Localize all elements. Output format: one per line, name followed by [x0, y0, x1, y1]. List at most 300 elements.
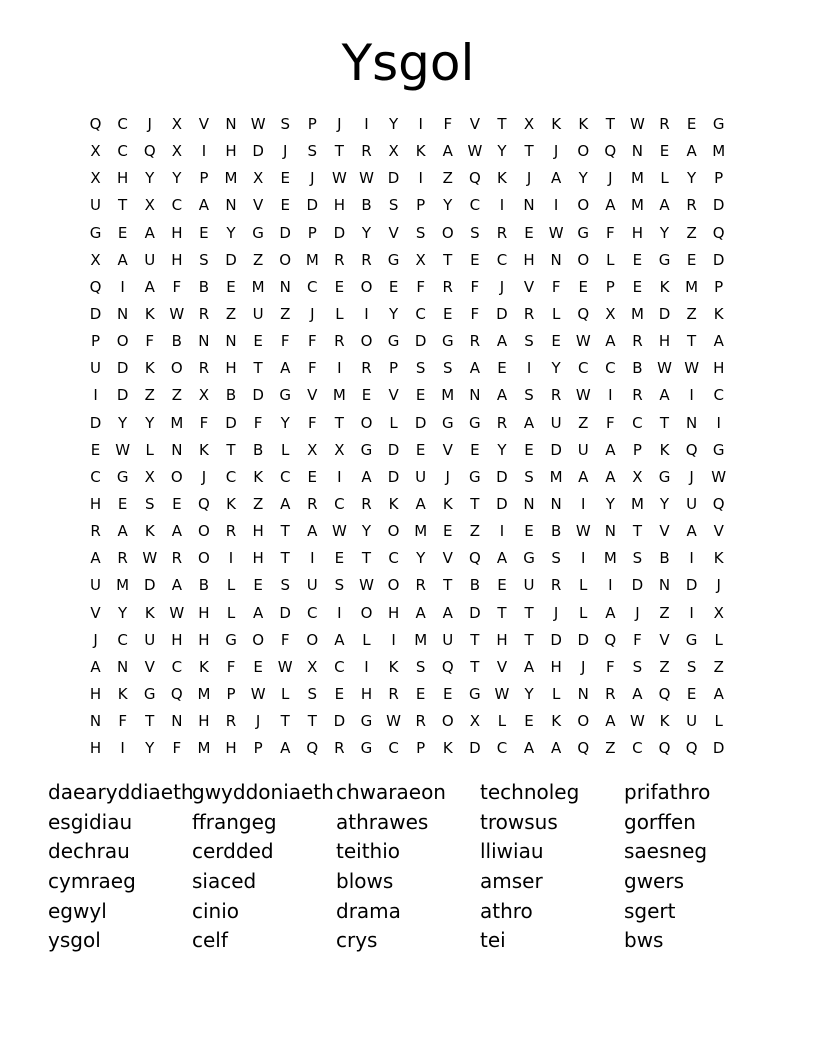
grid-letter: A [171, 522, 182, 541]
grid-letter: Y [551, 359, 561, 378]
grid-letter: C [171, 657, 183, 676]
grid-letter: N [550, 494, 562, 513]
grid-letter: I [337, 467, 342, 486]
grid-letter: A [551, 169, 562, 188]
grid-letter: H [198, 603, 210, 622]
grid-letter: U [90, 196, 102, 215]
grid-letter: Z [469, 522, 480, 541]
word-list-item: ysgol [48, 928, 101, 953]
grid-letter: D [577, 630, 590, 649]
grid-letter: Y [578, 169, 588, 188]
grid-letter: D [550, 440, 562, 459]
grid-letter: K [226, 494, 236, 513]
grid-letter: I [499, 522, 505, 541]
grid-letter: Y [443, 196, 453, 215]
grid-letter: G [387, 250, 400, 269]
grid-letter: N [523, 494, 535, 513]
grid-letter: C [713, 386, 724, 405]
grid-letter: T [470, 657, 480, 676]
grid-letter: G [469, 467, 481, 486]
grid-letter: P [253, 739, 263, 758]
grid-letter: J [310, 169, 315, 188]
grid-letter: R [334, 739, 345, 758]
grid-letter: I [120, 739, 125, 758]
grid-letter: J [310, 304, 315, 323]
grid-letter: Y [524, 684, 534, 703]
grid-letter: P [605, 277, 615, 296]
grid-letter: P [226, 684, 236, 703]
grid-letter: K [144, 304, 155, 323]
grid-letter: Y [361, 223, 372, 242]
grid-letter: D [685, 576, 698, 595]
grid-letter: Q [468, 549, 481, 568]
word-list-item: ffrangeg [192, 809, 277, 834]
grid-letter: C [117, 630, 128, 649]
grid-letter: R [198, 304, 210, 323]
grid-letter: R [659, 115, 670, 133]
grid-letter: R [225, 522, 237, 541]
grid-letter: L [579, 603, 588, 622]
grid-letter: G [225, 630, 237, 649]
grid-letter: K [144, 359, 155, 378]
grid-letter: X [90, 169, 101, 188]
grid-letter: Q [604, 630, 617, 649]
grid-letter: I [228, 549, 234, 568]
grid-letter: H [713, 359, 725, 378]
grid-letter: X [90, 250, 101, 269]
grid-letter: W [359, 169, 374, 188]
grid-letter: U [442, 630, 454, 649]
grid-letter: X [252, 169, 264, 188]
grid-letter: S [551, 549, 561, 568]
grid-letter: A [605, 603, 616, 622]
grid-letter: B [198, 576, 210, 595]
word-list-item: athrawes [336, 809, 429, 834]
grid-letter: E [497, 576, 507, 595]
grid-letter: D [143, 576, 156, 595]
grid-letter: D [712, 250, 725, 269]
grid-letter: C [632, 413, 643, 432]
grid-letter: N [631, 142, 644, 161]
grid-letter: I [499, 196, 505, 215]
grid-letter: H [252, 522, 264, 541]
grid-letter: W [331, 522, 347, 541]
grid-letter: M [630, 494, 644, 513]
grid-letter: S [686, 657, 697, 676]
grid-letter: H [89, 684, 102, 703]
grid-letter: L [389, 413, 398, 432]
grid-letter: N [171, 440, 183, 459]
grid-letter: Z [252, 250, 264, 269]
grid-letter: A [496, 386, 508, 405]
grid-letter: F [280, 630, 290, 649]
grid-letter: M [549, 467, 563, 486]
grid-letter: R [334, 250, 345, 269]
grid-letter: O [198, 549, 210, 568]
grid-letter: I [310, 549, 315, 568]
grid-letter: G [685, 630, 698, 649]
grid-letter: J [147, 115, 152, 133]
grid-letter: F [307, 413, 317, 432]
grid-letter: W [548, 223, 564, 242]
grid-letter: A [523, 413, 535, 432]
grid-letter: E [686, 115, 697, 133]
grid-letter: K [659, 712, 670, 731]
grid-letter: H [225, 142, 237, 161]
grid-letter: V [713, 522, 724, 541]
grid-letter: T [280, 712, 290, 731]
grid-letter: I [689, 603, 694, 622]
grid-letter: X [307, 440, 318, 459]
grid-letter: A [144, 277, 155, 296]
grid-letter: K [415, 142, 426, 161]
grid-letter: S [524, 332, 534, 351]
grid-letter: C [577, 359, 589, 378]
grid-letter: S [280, 576, 290, 595]
grid-letter: Q [712, 494, 725, 513]
grid-letter: E [253, 332, 263, 351]
grid-letter: U [577, 440, 589, 459]
grid-letter: D [469, 603, 481, 622]
grid-letter: D [631, 576, 644, 595]
grid-letter: K [253, 467, 264, 486]
grid-letter: X [713, 603, 724, 622]
grid-letter: L [226, 576, 236, 595]
grid-letter: H [171, 630, 183, 649]
grid-letter: A [578, 467, 589, 486]
grid-letter: R [496, 413, 508, 432]
grid-letter: Q [577, 739, 590, 758]
grid-letter: Y [659, 223, 670, 242]
grid-letter: I [93, 386, 98, 405]
grid-letter: O [198, 522, 210, 541]
grid-letter: I [608, 576, 613, 595]
grid-letter: I [337, 359, 342, 378]
grid-letter: W [630, 115, 645, 133]
grid-letter: E [659, 142, 670, 161]
grid-letter: H [89, 739, 102, 758]
grid-letter: A [523, 739, 535, 758]
grid-letter: O [360, 413, 373, 432]
grid-letter: N [117, 657, 129, 676]
grid-letter: T [334, 413, 344, 432]
grid-letter: Z [713, 657, 724, 676]
grid-letter: I [608, 386, 613, 405]
grid-letter: H [225, 359, 237, 378]
grid-letter: I [391, 630, 396, 649]
grid-letter: N [171, 712, 183, 731]
letter-grid [82, 111, 732, 762]
grid-letter: N [117, 304, 129, 323]
grid-letter: R [198, 359, 210, 378]
grid-letter: H [496, 630, 508, 649]
word-list-item: crys [336, 928, 378, 953]
grid-letter: N [523, 196, 535, 215]
grid-letter: P [307, 115, 317, 133]
grid-letter: E [307, 467, 318, 486]
grid-letter: T [470, 494, 480, 513]
grid-letter: M [305, 250, 319, 269]
grid-letter: I [418, 115, 423, 133]
grid-letter: K [497, 169, 507, 188]
grid-letter: K [144, 522, 155, 541]
grid-letter: V [469, 115, 480, 133]
grid-letter: P [714, 169, 724, 188]
grid-letter: Q [89, 115, 102, 133]
grid-letter: D [225, 250, 237, 269]
grid-letter: D [712, 739, 725, 758]
grid-letter: E [686, 250, 697, 269]
grid-letter: H [550, 657, 562, 676]
grid-letter: S [415, 223, 426, 242]
grid-letter: M [170, 413, 184, 432]
word-list-item: bws [624, 928, 664, 953]
grid-letter: B [198, 277, 210, 296]
grid-letter: X [90, 142, 101, 161]
grid-letter: I [581, 549, 586, 568]
grid-letter: Y [361, 522, 372, 541]
grid-letter: H [117, 169, 129, 188]
word-list-item: celf [192, 928, 228, 953]
grid-letter: Z [144, 386, 155, 405]
grid-letter: S [632, 549, 643, 568]
grid-letter: D [414, 413, 427, 432]
grid-letter: K [551, 712, 562, 731]
grid-letter: J [716, 576, 721, 595]
grid-letter: D [387, 169, 400, 188]
grid-letter: J [445, 467, 450, 486]
grid-letter: O [387, 522, 400, 541]
grid-letter: G [116, 467, 129, 486]
grid-letter: U [144, 630, 156, 649]
grid-letter: D [279, 603, 291, 622]
grid-letter: F [606, 413, 615, 432]
grid-letter: K [388, 657, 399, 676]
grid-letter: S [524, 386, 534, 405]
grid-letter: D [306, 196, 319, 215]
grid-letter: T [659, 413, 670, 432]
grid-letter: B [550, 522, 562, 541]
grid-letter: E [415, 440, 426, 459]
grid-letter: D [89, 304, 102, 323]
grid-letter: T [443, 250, 453, 269]
grid-letter: Z [686, 304, 697, 323]
grid-letter: M [332, 386, 346, 405]
grid-letter: G [712, 440, 725, 459]
grid-letter: K [144, 603, 155, 622]
grid-letter: R [225, 712, 237, 731]
grid-letter: C [225, 467, 237, 486]
grid-letter: E [90, 440, 101, 459]
grid-letter: Z [225, 304, 237, 323]
grid-letter: P [714, 277, 724, 296]
grid-letter: N [604, 522, 616, 541]
grid-letter: Z [659, 657, 670, 676]
grid-letter: E [172, 494, 182, 513]
word-list-item: gwyddoniaeth [192, 780, 334, 804]
grid-letter: E [415, 684, 426, 703]
grid-letter: N [225, 115, 237, 133]
grid-letter: A [90, 657, 101, 676]
grid-letter: G [360, 739, 373, 758]
grid-letter: H [171, 223, 183, 242]
grid-letter: P [389, 359, 399, 378]
grid-letter: T [253, 359, 263, 378]
grid-letter: T [145, 712, 155, 731]
grid-letter: P [416, 739, 426, 758]
grid-letter: R [469, 332, 481, 351]
grid-letter: X [469, 712, 480, 731]
grid-letter: P [307, 223, 317, 242]
grid-letter: I [364, 304, 369, 323]
grid-letter: W [115, 440, 131, 459]
grid-letter: A [280, 494, 291, 513]
grid-letter: D [496, 467, 508, 486]
grid-letter: F [416, 277, 425, 296]
grid-letter: J [499, 277, 505, 296]
grid-letter: V [388, 386, 399, 405]
grid-letter: J [581, 657, 586, 676]
word-list-item: gorffen [624, 809, 696, 834]
grid-letter: S [388, 196, 399, 215]
grid-letter: C [496, 739, 508, 758]
grid-letter: K [713, 549, 724, 568]
grid-letter: L [362, 630, 371, 649]
grid-letter: T [361, 549, 372, 568]
grid-letter: E [280, 169, 290, 188]
grid-letter: K [442, 739, 453, 758]
grid-letter: D [333, 712, 346, 731]
grid-letter: R [686, 196, 697, 215]
grid-letter: M [630, 169, 644, 188]
grid-letter: L [497, 712, 507, 731]
grid-letter: F [470, 304, 480, 323]
word-list-item: drama [336, 898, 401, 923]
grid-letter: M [630, 196, 644, 215]
grid-letter: X [144, 196, 155, 215]
grid-letter: R [550, 386, 562, 405]
grid-letter: Y [280, 413, 290, 432]
grid-letter: D [279, 223, 291, 242]
grid-letter: Q [712, 223, 725, 242]
grid-letter: C [388, 549, 399, 568]
grid-letter: A [605, 332, 616, 351]
grid-letter: Q [441, 657, 454, 676]
grid-letter: A [496, 549, 508, 568]
grid-letter: X [415, 250, 426, 269]
grid-letter: E [524, 440, 534, 459]
grid-letter: I [689, 386, 694, 405]
grid-letter: O [441, 712, 454, 731]
grid-letter: Q [685, 440, 698, 459]
grid-letter: K [199, 440, 209, 459]
grid-letter: C [117, 142, 128, 161]
grid-letter: W [575, 332, 591, 351]
grid-letter: G [89, 223, 102, 242]
grid-letter: E [117, 223, 128, 242]
grid-letter: E [497, 359, 507, 378]
grid-letter: Y [416, 549, 426, 568]
grid-letter: R [388, 684, 399, 703]
grid-letter: K [199, 657, 209, 676]
grid-letter: L [281, 440, 290, 459]
grid-letter: R [361, 142, 372, 161]
grid-letter: Q [685, 739, 698, 758]
grid-letter: O [170, 359, 183, 378]
grid-letter: X [388, 142, 399, 161]
grid-letter: X [171, 115, 182, 133]
grid-letter: I [364, 657, 369, 676]
grid-letter: H [523, 250, 535, 269]
grid-letter: C [605, 359, 616, 378]
grid-letter: R [90, 522, 101, 541]
grid-letter: E [470, 440, 480, 459]
grid-letter: G [252, 223, 264, 242]
grid-letter: H [252, 549, 264, 568]
grid-letter: O [360, 332, 373, 351]
grid-letter: V [659, 630, 670, 649]
grid-letter: O [577, 250, 590, 269]
grid-letter: E [334, 684, 345, 703]
grid-letter: F [606, 223, 615, 242]
grid-letter: W [494, 684, 510, 703]
grid-letter: S [443, 359, 453, 378]
grid-letter: R [442, 277, 453, 296]
grid-letter: S [280, 115, 290, 133]
grid-letter: K [578, 115, 589, 133]
grid-letter: S [524, 467, 534, 486]
page-title: Ysgol [341, 34, 475, 92]
grid-letter: A [171, 576, 182, 595]
word-list-item: siaced [192, 869, 257, 894]
grid-letter: E [415, 386, 426, 405]
grid-letter: M [685, 277, 699, 296]
grid-letter: K [442, 494, 453, 513]
grid-letter: H [171, 250, 183, 269]
word-list-item: chwaraeon [336, 780, 446, 804]
grid-letter: J [93, 630, 98, 649]
grid-letter: C [334, 494, 345, 513]
grid-letter: T [632, 522, 642, 541]
grid-letter: S [415, 359, 426, 378]
grid-letter: Q [89, 277, 102, 296]
word-list-item: sgert [624, 898, 676, 923]
grid-letter: R [550, 576, 562, 595]
grid-letter: S [199, 250, 209, 269]
grid-letter: J [337, 115, 342, 133]
grid-letter: Y [145, 413, 155, 432]
grid-letter: M [603, 549, 617, 568]
grid-letter: Q [143, 142, 156, 161]
word-list-item: gwers [624, 869, 684, 894]
grid-letter: A [551, 739, 562, 758]
grid-letter: S [334, 576, 345, 595]
grid-letter: Q [468, 169, 481, 188]
grid-letter: D [496, 494, 508, 513]
grid-letter: E [280, 196, 290, 215]
grid-letter: N [658, 576, 671, 595]
grid-letter: J [201, 467, 207, 486]
grid-letter: I [418, 169, 423, 188]
word-list-item: saesneg [624, 839, 708, 864]
grid-letter: C [632, 739, 643, 758]
grid-letter: G [441, 413, 454, 432]
grid-letter: Y [687, 169, 697, 188]
grid-letter: Q [658, 739, 671, 758]
grid-letter: H [225, 739, 237, 758]
grid-letter: I [120, 277, 125, 296]
grid-letter: V [659, 522, 670, 541]
